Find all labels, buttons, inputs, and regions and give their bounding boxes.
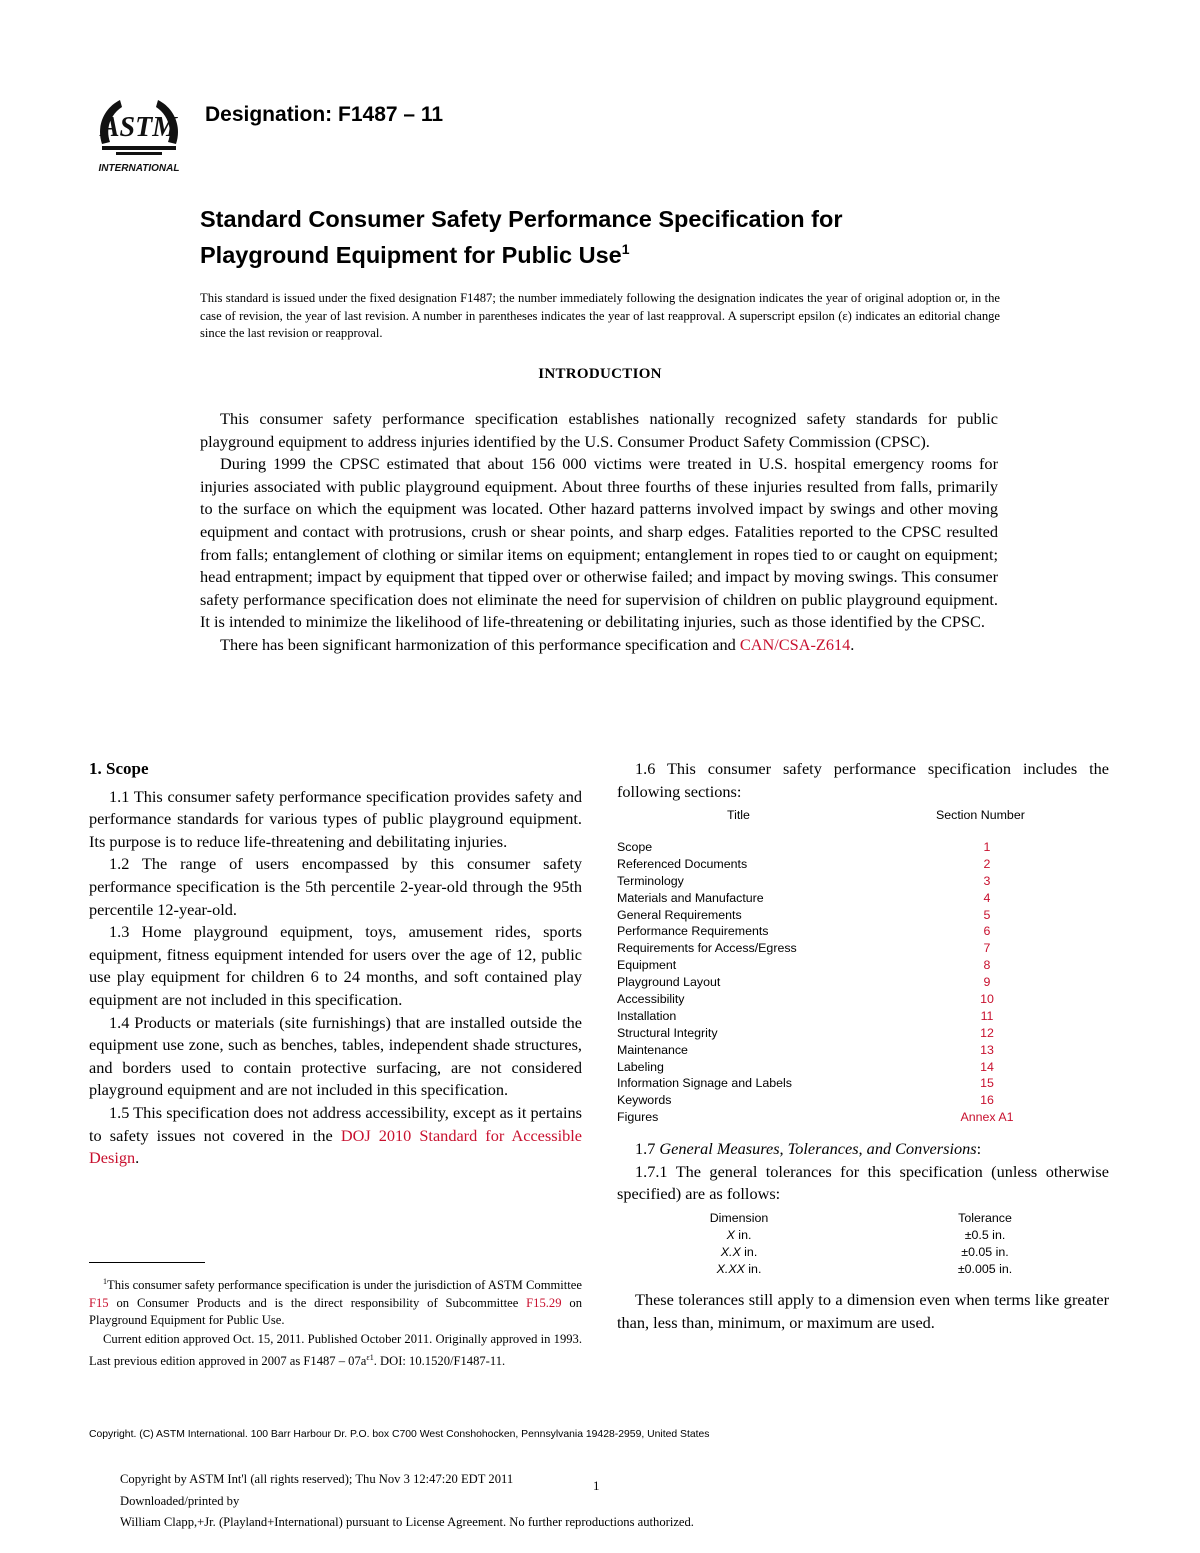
tolerance-note: These tolerances still apply to a dimension even when terms like greater than, less than, minimum, or maximum are used. <box>617 1290 1109 1332</box>
footnote-2-part-b: . DOI: 10.1520/F1487-11. <box>373 1353 506 1368</box>
title-footnote-mark: 1 <box>621 241 630 257</box>
section-number-link[interactable]: 13 <box>980 1042 994 1057</box>
footnote-1 <box>89 1273 582 1330</box>
download-line-1: Copyright by ASTM Int'l (all rights reserved); Thu Nov 3 12:47:20 EDT 2011 <box>120 1472 514 1486</box>
table-row <box>617 1059 1037 1076</box>
footnote-2 <box>89 1331 582 1370</box>
section-title: General Requirements <box>617 907 742 922</box>
section-title: Maintenance <box>617 1042 688 1057</box>
section-title: Scope <box>617 840 653 854</box>
section-title: Accessibility <box>617 992 685 1007</box>
table-row <box>617 1261 1109 1278</box>
introduction-body <box>200 408 998 657</box>
section-number-link[interactable]: 2 <box>983 856 991 871</box>
section-number-link[interactable]: 7 <box>983 941 991 956</box>
footnote-1-part-a: This consumer safety performance specification is under the jurisdiction of ASTM Committee <box>107 1278 582 1293</box>
document-title <box>200 204 1100 270</box>
section-title: Keywords <box>617 1093 672 1108</box>
tolerance-value: ±0.05 in. <box>961 1245 1009 1259</box>
section-number-link[interactable]: 15 <box>980 1076 994 1091</box>
section-title: Equipment <box>617 958 677 973</box>
intro-paragraph-3 <box>200 634 998 657</box>
section-1-2: 1.2 The range of users encompassed by this consumer safety performance specification is the 5th percentile 2-year-old through the 95th percentile 12-year-old. <box>89 854 582 919</box>
f15-link[interactable]: F15 <box>89 1295 109 1310</box>
dimension-value: X.X <box>720 1245 741 1259</box>
section-number-link[interactable]: 14 <box>980 1059 994 1074</box>
right-column <box>617 758 1109 803</box>
intro-paragraph-2: During 1999 the CPSC estimated that about 156 000 victims were treated in U.S. hospital emergency rooms for injuries associated with public playground equipment. About three fourths of these injuries resulted from falls, primarily to the surface on which the equipment was located. Other hazard patterns involved impact by swings and other moving equipment and contact with protrusions, crush or shear points, and sharp edges. Fatalities reported to the CPSC resulted from falls; entanglement of clothing or similar items on equipment; entanglement in ropes tied to or caught on equipment; head entrapment; impact by equipment that tipped over or otherwise failed; and impact by moving swings. This consumer safety performance specification does not eliminate the need for supervision of children on public playground equipment. It is intended to minimize the likelihood of life-threatening or debilitating injuries, such as those identified by the CPSC. <box>200 454 998 632</box>
tolerance-value: ±0.005 in. <box>957 1262 1013 1276</box>
footnote-2-epsilon: ε1 <box>366 1352 374 1362</box>
sections-table-header <box>617 806 1037 839</box>
section-number-link[interactable]: 9 <box>983 975 991 990</box>
introduction-heading: INTRODUCTION <box>538 366 662 382</box>
tolerance-table-header <box>617 1210 1109 1227</box>
section-number-link[interactable]: 4 <box>983 890 991 905</box>
table-row <box>617 1092 1037 1109</box>
logo-subtext: INTERNATIONAL <box>98 163 180 174</box>
footnote-1-part-c: on Playground Equipment for Public Use. <box>89 1295 582 1328</box>
section-title: Performance Requirements <box>617 924 769 939</box>
section-1-1: 1.1 This consumer safety performance specification provides safety and performance standards for various types of public playground equipment. Its purpose is to reduce life-threatening and debilitating injuries. <box>89 786 582 851</box>
section-title: Playground Layout <box>617 975 721 990</box>
table-row <box>617 1008 1037 1025</box>
left-column <box>89 758 582 1170</box>
can-csa-link[interactable]: CAN/CSA-Z614 <box>739 634 851 654</box>
section-number-link[interactable]: 12 <box>980 1025 994 1040</box>
section-number-link[interactable]: 10 <box>980 992 994 1007</box>
section-1-7-1: 1.7.1 The general tolerances for this specification (unless otherwise specified) are as follows: <box>617 1161 1109 1204</box>
designation: Designation: F1487 – 11 <box>205 103 444 126</box>
doj-standard-link[interactable]: DOJ 2010 Standard for Accessible Design <box>89 1125 582 1168</box>
section-1-7-prefix: 1.7 <box>635 1139 660 1159</box>
section-title: Structural Integrity <box>617 1025 718 1040</box>
astm-logo <box>90 92 188 176</box>
dimension-unit: in. <box>734 1228 752 1242</box>
section-title: Installation <box>617 1008 677 1023</box>
sections-col-number: Section Number <box>936 808 1025 822</box>
section-1-7-title: General Measures, Tolerances, and Conversions <box>659 1139 977 1159</box>
section-number-link[interactable]: 11 <box>980 1008 994 1023</box>
table-row <box>617 890 1037 907</box>
section-title: Information Signage and Labels <box>617 1076 792 1091</box>
tolerance-table <box>617 1210 1109 1278</box>
section-1-4: 1.4 Products or materials (site furnishings) that are installed outside the equipment use zone, such as benches, tables, independent shade structures, and borders used to contain protective surfacing, are not considered playground equipment and are not included in this specification. <box>89 1012 582 1100</box>
section-number-link[interactable]: 8 <box>983 958 991 973</box>
intro-paragraph-1: This consumer safety performance specification establishes nationally recognized safety standards for public playground equipment to address injuries identified by the U.S. Consumer Product Safety Commission (CPSC). <box>200 409 998 451</box>
dimension-value: X.XX <box>716 1262 745 1276</box>
table-row <box>617 839 1037 856</box>
section-1-5-end: . <box>135 1148 140 1168</box>
f15-29-link[interactable]: F15.29 <box>526 1295 562 1310</box>
section-number-link[interactable]: 6 <box>983 924 991 939</box>
scope-heading: 1. Scope <box>89 759 149 778</box>
table-row <box>617 907 1037 924</box>
section-1-5-text: 1.5 This specification does not address accessibility, except as it pertains to safety issues not covered in the <box>89 1102 582 1145</box>
footnote-1-part-b: on Consumer Products and is the direct responsibility of Subcommittee <box>108 1295 527 1310</box>
download-notice <box>120 1469 694 1534</box>
download-line-3: William Clapp,+Jr. (Playland+International) pursuant to License Agreement. No further reproductions authorized. <box>120 1515 694 1529</box>
section-1-5 <box>89 1102 582 1170</box>
section-number-link[interactable]: 3 <box>983 873 991 888</box>
section-1-7 <box>617 1138 1109 1161</box>
title-line-2: Playground Equipment for Public Use <box>200 241 622 268</box>
intro-paragraph-3-text: There has been significant harmonization of this performance specification and <box>220 634 740 654</box>
footnote-2-part-a: Current edition approved Oct. 15, 2011. Published October 2011. Originally approved in 1993. Last previous edition approved in 2007 as F1487 – 07a <box>89 1331 582 1368</box>
footnote-divider <box>89 1262 205 1263</box>
section-number-link[interactable]: Annex A1 <box>960 1110 1014 1125</box>
table-row <box>617 940 1037 957</box>
section-number-link[interactable]: 1 <box>983 840 991 854</box>
tolerance-col-dimension: Dimension <box>709 1211 769 1225</box>
section-number-link[interactable]: 16 <box>980 1093 994 1108</box>
dimension-unit: in. <box>744 1262 762 1276</box>
title-line-1: Standard Consumer Safety Performance Specification for <box>200 206 843 232</box>
page-number: 1 <box>593 1478 600 1493</box>
table-row <box>617 974 1037 991</box>
download-line-2: Downloaded/printed by <box>120 1493 240 1508</box>
dimension-value: X <box>726 1228 735 1242</box>
footnote-mark: 1 <box>103 1277 107 1286</box>
section-1-6: 1.6 This consumer safety performance specification includes the following sections: <box>617 759 1109 801</box>
section-1-7-suffix: : <box>976 1139 982 1159</box>
table-row <box>617 957 1037 974</box>
measures-block <box>617 1138 1109 1206</box>
sections-table <box>617 806 1109 1206</box>
dimension-unit: in. <box>740 1245 758 1259</box>
logo-text: ASTM <box>100 112 178 143</box>
copyright-line: Copyright. (C) ASTM International. 100 Barr Harbour Dr. P.O. box C700 West Conshohocken, Pennsylvania 19428-2959, United States <box>89 1429 710 1440</box>
table-row <box>617 856 1037 873</box>
table-row <box>617 991 1037 1008</box>
table-row <box>617 1227 1109 1244</box>
issued-note: This standard is issued under the fixed designation F1487; the number immediately following the designation indicates the year of original adoption or, in the case of revision, the year of last revision. A number in parentheses indicates the year of last reapproval. A superscript epsilon (ε) indicates an editorial change since the last revision or reapproval. <box>200 291 1000 340</box>
table-row <box>617 1075 1037 1092</box>
table-row <box>617 923 1037 940</box>
sections-col-title: Title <box>727 808 750 822</box>
section-1-3: 1.3 Home playground equipment, toys, amusement rides, sports equipment, fitness equipment intended for users over the age of 12, public use play equipment for children 6 to 24 months, and soft contained play equipment are not included in this specification. <box>89 922 582 1009</box>
section-number-link[interactable]: 5 <box>983 907 991 922</box>
section-title: Requirements for Access/Egress <box>617 941 797 956</box>
section-title: Figures <box>617 1110 659 1125</box>
table-row <box>617 1244 1109 1261</box>
section-title: Materials and Manufacture <box>617 890 764 905</box>
section-title: Terminology <box>617 873 684 888</box>
table-row <box>617 873 1037 890</box>
footnotes <box>89 1273 582 1371</box>
section-title: Referenced Documents <box>617 856 748 871</box>
intro-paragraph-3-end: . <box>850 634 855 654</box>
table-row <box>617 1042 1037 1059</box>
table-row <box>617 1025 1037 1042</box>
tolerance-col-tolerance: Tolerance <box>958 1211 1012 1225</box>
section-title: Labeling <box>617 1059 664 1074</box>
tolerance-value: ±0.5 in. <box>964 1228 1006 1242</box>
table-row <box>617 1109 1037 1126</box>
